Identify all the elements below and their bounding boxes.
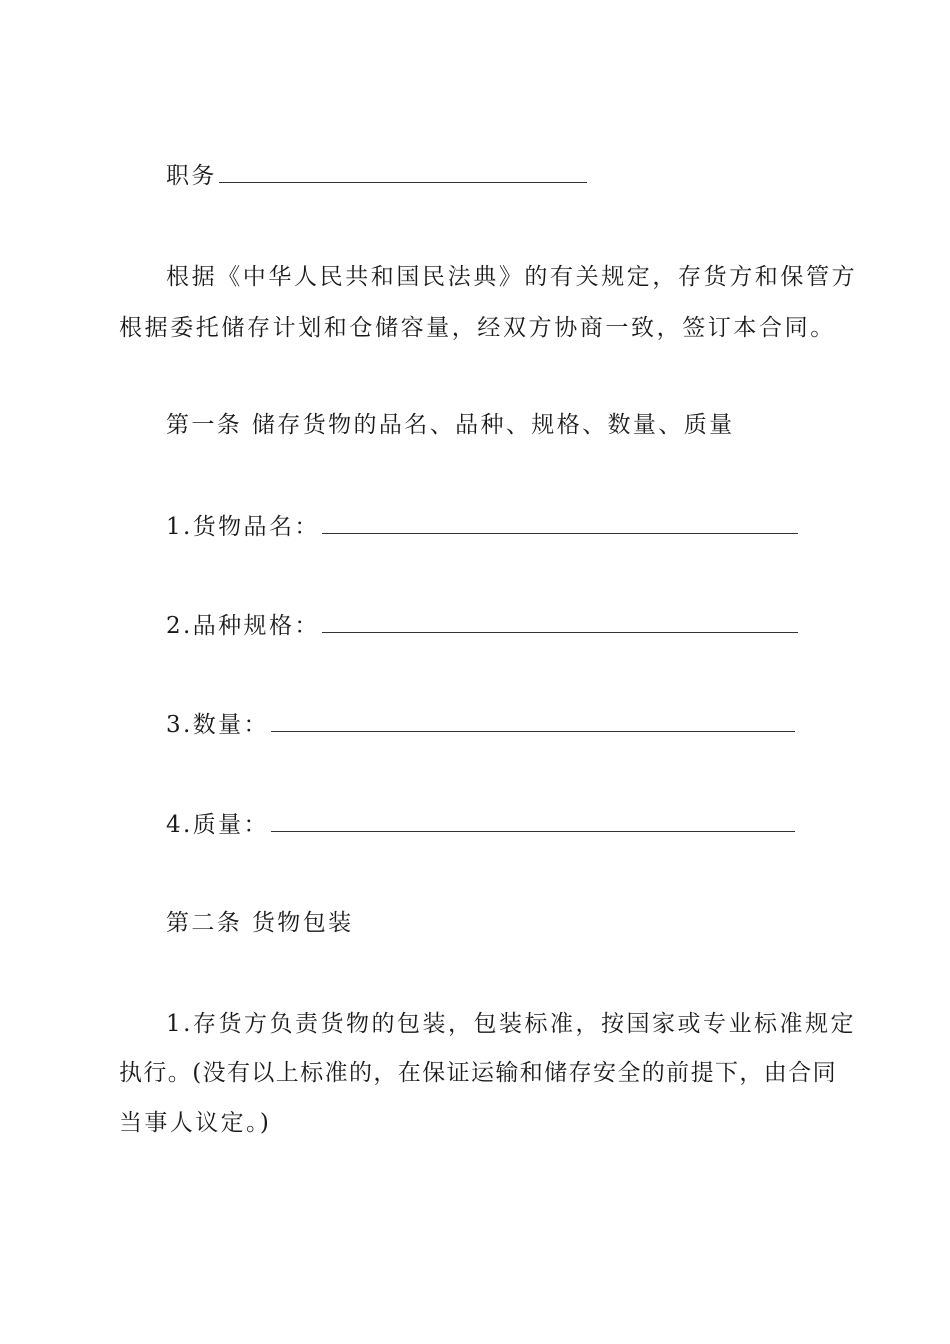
position-field-line [166,162,587,190]
item-1-label: 1.货物品名： [166,514,320,540]
item-3-label: 3.数量： [166,712,269,738]
intro-line-2: 根据委托储存计划和仓储容量，经双方协商一致，签订本合同。 [119,315,836,341]
article-2-title: 第二条 货物包装 [166,910,354,936]
item-4-line [166,811,795,839]
item-3-line [166,711,795,739]
article-1-title: 第一条 储存货物的品名、品种、规格、数量、质量 [166,412,735,438]
position-label: 职务 [166,163,217,189]
intro-line-1: 根据《中华人民共和国民法典》的有关规定，存货方和保管方 [166,264,858,290]
position-blank [219,164,587,183]
item-2-blank [322,614,798,633]
item-4-blank [271,813,795,832]
packing-line-2: 执行。(没有以上标准的，在保证运输和储存安全的前提下，由合同 [119,1060,837,1086]
item-2-line [166,612,798,640]
item-4-label: 4.质量： [166,812,269,838]
item-1-blank [322,515,798,534]
item-2-label: 2.品种规格： [166,613,320,639]
item-1-line [166,513,798,541]
packing-line-1: 1.存货方负责货物的包装，包装标准，按国家或专业标准规定 [166,1011,856,1037]
packing-line-3: 当事人议定。) [119,1110,272,1136]
item-3-blank [271,713,795,732]
